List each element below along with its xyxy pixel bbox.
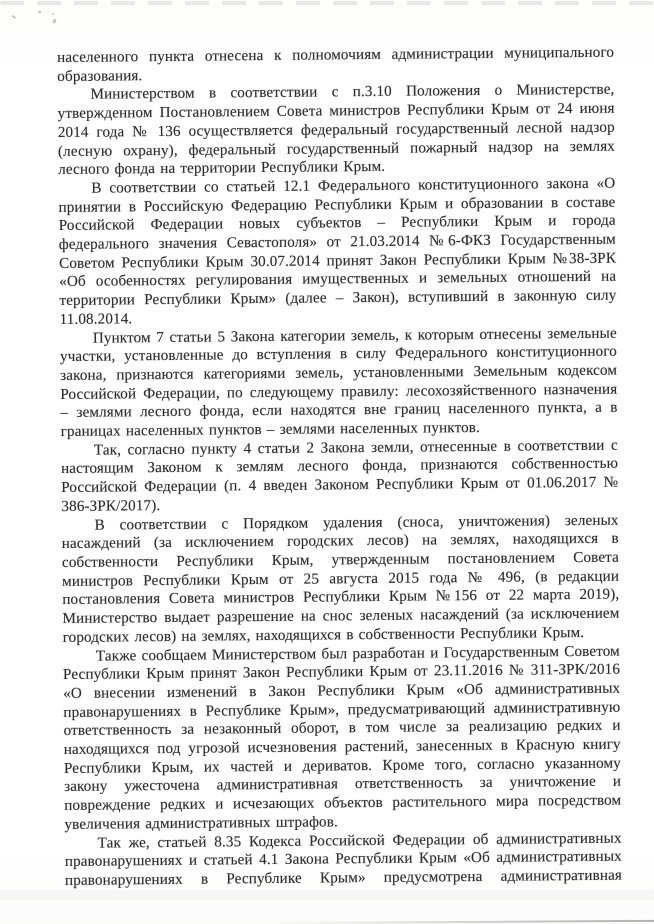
- pencil-mark: [52, 13, 54, 15]
- scan-artifact-top-edge: [0, 1, 654, 5]
- pencil-mark: [38, 11, 41, 13]
- pencil-marks: [6, 8, 76, 24]
- scan-artifact-bottom-edge: [269, 919, 654, 923]
- paragraph-land-categories: Пунктом 7 статьи 5 Закона категории земель, к которым отнесены земельные участки, установленные до вступления в силу Федерального конституционного закона, признаются категориями земель, установленными Земельным кодексом Российской Федерации, по следующему правилу: лесохозяйственного назначения – землями лесного фонда, если находятся вне границ населенного пункта, а в границах населенных пунктов – землями населенных пунктов.: [59, 324, 618, 441]
- pencil-mark: [53, 19, 56, 24]
- paragraph-forest-fund-ownership: Так, согласно пункту 4 статьи 2 Закона земли, отнесенные в соответствии с настоящим Законом к землям лесного фонда, признаются собственностью Российской Федерации (п. 4 введен Законом Республики Крым от 01.06.2017 № 386-ЗРК/2017).: [60, 436, 619, 515]
- paragraph-administrative-offences-law: Также сообщаем Министерством был разработан и Государственным Советом Республики Крым принят Закон Республики Крым от 23.11.2016 № 311-ЗРК/2016 «О внесении изменений в Закон Республики Крым «Об административных правонарушениях в Республике Крым», предусматривающий административную ответственность за незаконный оборот, в том числе за реализацию редких и находящихся под угрозой исчезновения растений, занесенных в Красную книгу Республики Крым, их частей и дериватов. Кроме того, согласно указанному закону ужесточена административная ответственность за уничтожение и повреждение редких и исчезающих объектов растительного мира посредством увеличения административных штрафов.: [62, 642, 622, 833]
- paragraph-green-plantings-removal: В соответствии с Порядком удаления (сноса, уничтожения) зеленых насаждений (за исключением городских лесов) на землях, находящихся в собственности Республики Крым, утвержденным постановлением Совета министров Республики Крым от 25 августа 2015 года № 496, (в редакции постановления Совета министров Республики Крым №156 от 22 марта 2019), Министерство выдает разрешение на снос зеленых насаждений (за исключением городских лесов) на землях, находящихся в собственности Республики Крым.: [61, 511, 620, 646]
- letter-body: [57, 44, 622, 891]
- paragraph-koap-article: Так же, статьей 8.35 Кодекса Российской Федерации об административных правонарушениях и статьей 4.1 Закона Республики Крым «Об административных правонарушениях в Республике Крым» предусмотрена административная: [64, 829, 623, 889]
- scan-artifact-bottom-band: [0, 890, 654, 900]
- paragraph-federal-constitutional-law: В соответствии со статьей 12.1 Федерального конституционного закона «О принятии в Российскую Федерацию Республики Крым и образовании в составе Российской Федерации новых субъектов – Республики Крым и города федерального значения Севастополя» от 21.03.2014 №6-ФКЗ Государственным Советом Республики Крым 30.07.2014 принят Закон Республики Крым №38-ЗРК «Об особенностях регулирования имущественных и земельных отношений на территории Республики Крым» (далее – Закон), вступивший в законную силу 11.08.2014.: [58, 174, 617, 328]
- paragraph-ministry-supervision: Министерством в соответствии с п.3.10 Положения о Министерстве, утвержденном Постановлением Совета министров Республики Крым от 24 июня 2014 года № 136 осуществляется федеральный государственный лесной надзор (лесную охрану), федеральный государственный пожарный надзор на землях лесного фонда на территории Республики Крым.: [57, 81, 616, 179]
- paragraph-continuation: населенного пункта отнесена к полномочиям администрации муниципального образования.: [57, 43, 615, 85]
- pencil-mark: [12, 15, 16, 19]
